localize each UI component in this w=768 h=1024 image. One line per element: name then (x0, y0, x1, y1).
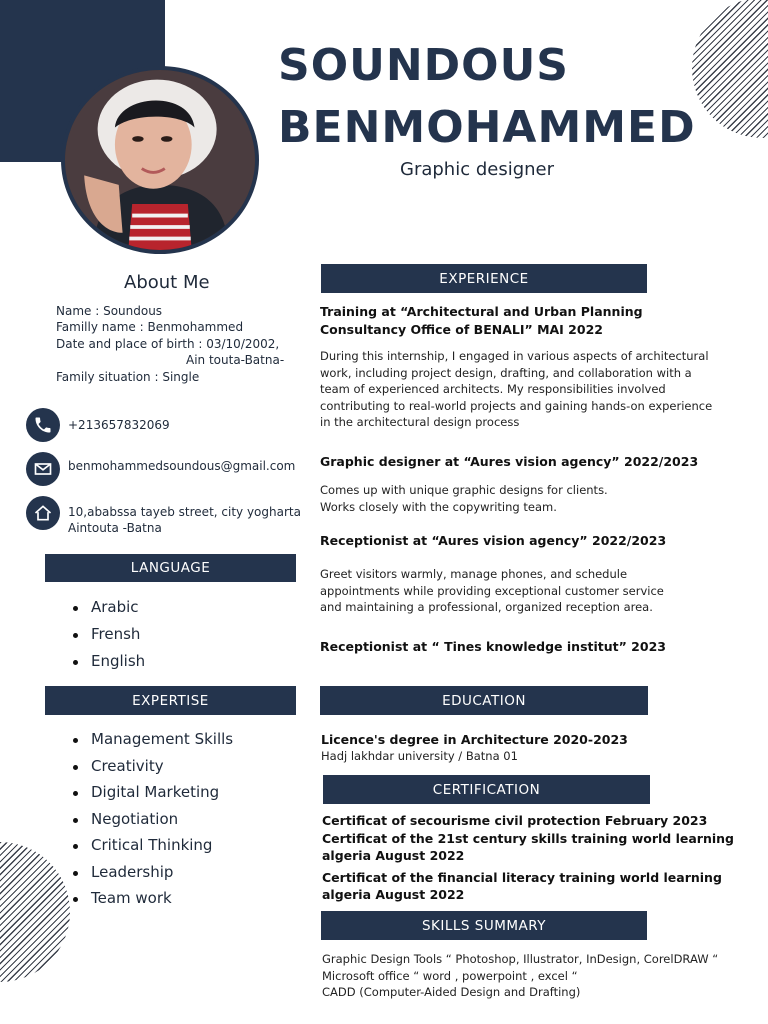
home-icon (26, 496, 60, 530)
list-item: Critical Thinking (73, 836, 233, 854)
description-line: and maintaining a professional, organized reception area. (320, 600, 653, 614)
list-item: Creativity (73, 757, 233, 775)
hatched-circle-decoration (0, 842, 70, 982)
degree-title: Licence's degree in Architecture 2020-2023 (321, 732, 628, 747)
certification-line: Certificat of the financial literacy training world learning (322, 870, 722, 885)
list-item: Team work (73, 889, 233, 907)
description-line: work, including project design, drafting, and collaboration with a (320, 365, 692, 380)
list-item: English (73, 652, 145, 670)
certification-header: CERTIFICATION (323, 775, 650, 804)
description-line: contributing to real-world projects and gaining hands-on experience (320, 398, 713, 413)
description-line: Greet visitors warmly, manage phones, and schedule (320, 567, 628, 581)
about-line: Name : Soundous (56, 304, 163, 318)
description-line: appointments while providing exceptional customer service (320, 583, 664, 598)
description-line: in the architectural design process (320, 415, 520, 429)
job-description (320, 482, 608, 515)
hatched-circle-decoration (692, 0, 768, 138)
address-line: 10,ababssa tayeb street, city yogharta (68, 505, 301, 519)
job-description (320, 566, 664, 616)
school-name: Hadj lakhdar university / Batna 01 (321, 749, 518, 763)
certification-line: Certificat of secourisme civil protection February 2023 (322, 813, 708, 828)
job-title: Training at “Architectural and Urban Planning (320, 304, 643, 319)
expertise-list (73, 730, 233, 907)
job-title: Consultancy Office of BENALI” MAI 2022 (320, 322, 603, 337)
language-list (73, 598, 145, 670)
language-header: LANGUAGE (45, 554, 296, 582)
list-item: Management Skills (73, 730, 233, 748)
job-role: Graphic designer (400, 159, 555, 180)
list-item: Leadership (73, 863, 233, 881)
expertise-header: EXPERTISE (45, 686, 296, 715)
list-item: Arabic (73, 598, 145, 616)
first-name: SOUNDOUS (278, 40, 569, 91)
experience-header: EXPERIENCE (321, 264, 647, 293)
certification-line: algeria August 2022 (322, 887, 465, 902)
profile-photo (61, 66, 259, 254)
list-item: Negotiation (73, 810, 233, 828)
about-line: Ain touta-Batna- (186, 353, 285, 367)
skills-line: Graphic Design Tools “ Photoshop, Illustrator, InDesign, CorelDRAW “ (322, 952, 719, 966)
about-title: About Me (124, 272, 210, 293)
address-line: Aintouta -Batna (68, 521, 162, 535)
list-item: Frensh (73, 625, 145, 643)
about-line: Date and place of birth : 03/10/2002, (56, 337, 280, 351)
certification-line: algeria August 2022 (322, 848, 465, 863)
about-line: Family situation : Single (56, 370, 200, 384)
education-header: EDUCATION (320, 686, 648, 715)
skills-line: CADD (Computer-Aided Design and Drafting) (322, 985, 581, 999)
last-name: BENMOHAMMED (278, 102, 696, 153)
job-title: Receptionist at “Aures vision agency” 2022/2023 (320, 533, 667, 548)
skills-summary (322, 951, 718, 1001)
certification-line: Certificat of the 21st century skills training world learning (322, 831, 734, 846)
about-line: Familly name : Benmohammed (56, 320, 244, 334)
job-title: Receptionist at “ Tines knowledge institut” 2023 (320, 639, 666, 654)
envelope-icon (26, 452, 60, 486)
description-line: Works closely with the copywriting team. (320, 499, 557, 514)
email-address[interactable]: benmohammedsoundous@gmail.com (68, 459, 296, 473)
skills-line: Microsoft office “ word , powerpoint , excel “ (322, 968, 578, 983)
description-line: Comes up with unique graphic designs for clients. (320, 483, 608, 497)
description-line: During this internship, I engaged in various aspects of architectural (320, 349, 709, 363)
phone-number[interactable]: +213657832069 (68, 418, 170, 432)
description-line: team of experienced architects. My responsibilities involved (320, 382, 666, 396)
list-item: Digital Marketing (73, 783, 233, 801)
job-description (320, 348, 712, 431)
phone-icon (26, 408, 60, 442)
job-title: Graphic designer at “Aures vision agency” 2022/2023 (320, 454, 699, 469)
skills-summary-header: SKILLS SUMMARY (321, 911, 647, 940)
